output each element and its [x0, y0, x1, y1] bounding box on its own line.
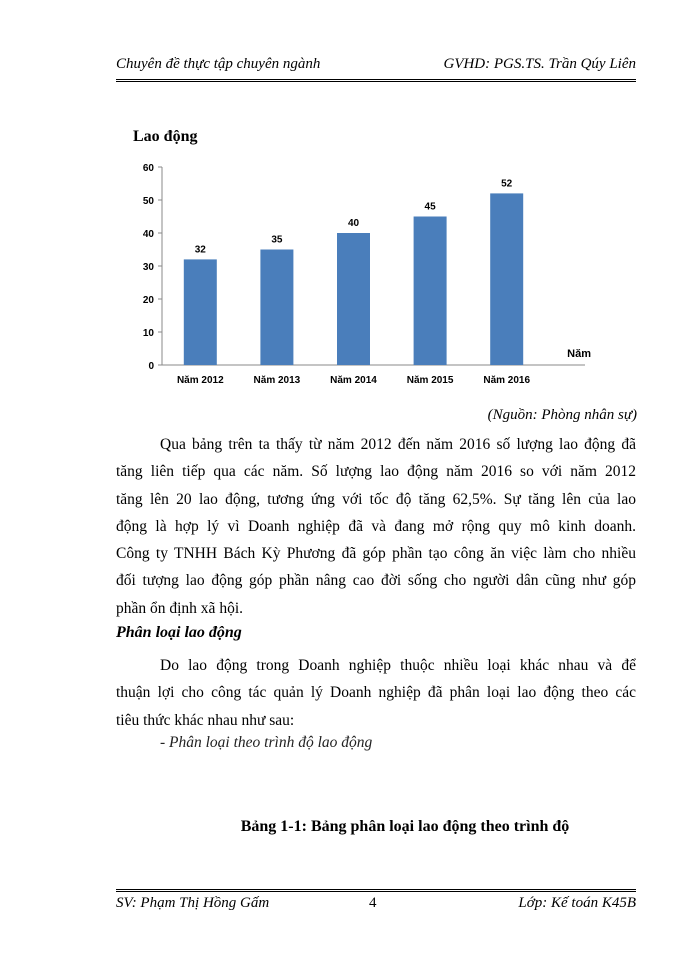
footer-student: SV: Phạm Thị Hồng Gấm	[116, 895, 270, 911]
y-tick-label: 30	[142, 262, 154, 273]
bullet-item: - Phân loại theo trình độ lao động	[160, 734, 373, 751]
bar	[490, 193, 523, 365]
paragraph-line: tăng liên tiếp qua các năm. Số lượng lao động năm 2016 so với năm 2012	[116, 463, 636, 481]
header-divider	[116, 79, 636, 82]
x-axis-title: Năm	[567, 348, 591, 360]
section-heading: Phân loại lao động	[116, 624, 242, 641]
x-tick-label: Năm 2016	[483, 375, 531, 386]
bar	[184, 259, 217, 365]
y-tick-label: 40	[142, 229, 154, 240]
bar	[414, 217, 447, 366]
header-course-title: Chuyên đề thực tập chuyên ngành	[116, 56, 321, 72]
paragraph-line: phần ổn định xã hội.	[116, 599, 243, 617]
bar	[337, 233, 370, 365]
x-tick-label: Năm 2012	[176, 375, 224, 386]
table-title: Bảng 1-1: Bảng phân loại lao động theo trình độ	[240, 818, 570, 835]
y-tick-label: 10	[142, 328, 154, 339]
x-tick-label: Năm 2014	[330, 375, 377, 386]
page-footer	[116, 895, 636, 917]
footer-class: Lớp: Kế toán K45B	[518, 895, 636, 911]
y-tick-label: 60	[142, 163, 154, 174]
paragraph-line: Công ty TNHH Bách Kỳ Phương đã góp phần tạo công ăn việc làm cho nhiều	[116, 545, 636, 563]
paragraph-analysis	[116, 431, 636, 622]
bar	[260, 250, 293, 366]
y-tick-label: 0	[148, 361, 154, 372]
paragraph-line: tăng lên 20 lao động, tương ứng với tốc độ tăng 62,5%. Sự tăng lên của lao	[116, 490, 636, 508]
paragraph-classification	[116, 652, 636, 734]
paragraph-line: Qua bảng trên ta thấy từ năm 2012 đến năm 2016 số lượng lao động đã	[160, 436, 636, 453]
x-tick-label: Năm 2013	[253, 375, 301, 386]
x-tick-label: Năm 2015	[406, 375, 454, 386]
footer-divider	[116, 889, 636, 892]
paragraph-line: đối tượng lao động góp phần nâng cao đời sống cho người dân cũng như góp	[116, 572, 636, 590]
paragraph-line: động là hợp lý vì Doanh nghiệp đã và đang mở rộng quy mô kinh doanh.	[116, 517, 636, 535]
bar-value-label: 52	[501, 178, 513, 190]
page-header	[116, 56, 636, 78]
bar-value-label: 40	[347, 218, 360, 229]
paragraph-line: Do lao động trong Doanh nghiệp thuộc nhiều loại khác nhau và để	[160, 657, 636, 674]
page-number: 4	[369, 895, 377, 911]
bar-value-label: 45	[424, 201, 436, 213]
header-advisor: GVHD: PGS.TS. Trần Qúy Liên	[443, 56, 636, 72]
y-tick-label: 50	[142, 196, 154, 207]
paragraph-line: thuận lợi cho công tác quản lý Doanh nghiệp đã phân loại lao động theo các	[116, 684, 636, 702]
bar-value-label: 32	[194, 244, 206, 256]
bar-value-label: 35	[271, 234, 283, 246]
y-tick-label: 20	[142, 295, 154, 306]
paragraph-line: tiêu thức khác nhau như sau:	[116, 711, 295, 729]
chart-source: (Nguồn: Phòng nhân sự)	[487, 407, 637, 423]
chart-title: Lao động	[133, 128, 198, 145]
labor-bar-chart	[125, 155, 595, 395]
